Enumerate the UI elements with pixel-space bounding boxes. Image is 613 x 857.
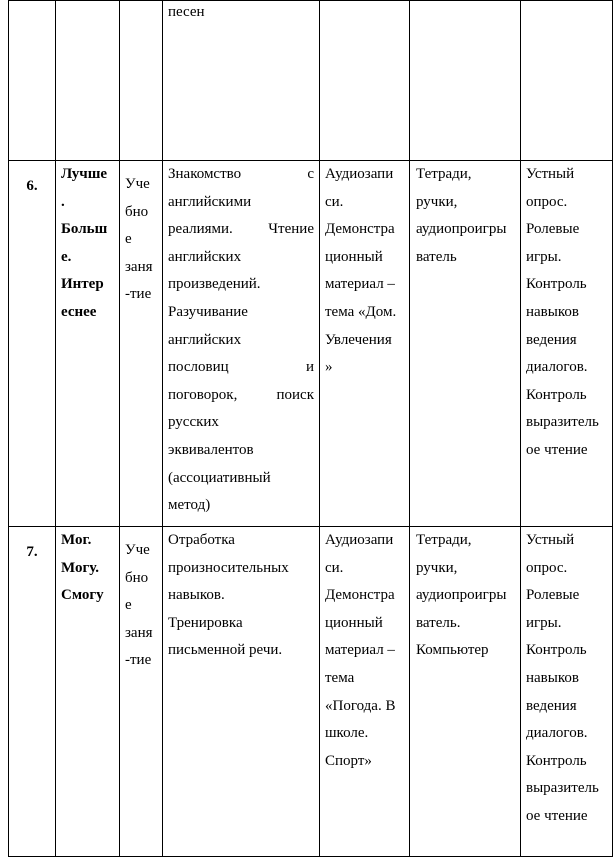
- control-line: Контроль: [526, 386, 587, 403]
- control-line: ое чтение: [526, 441, 588, 458]
- materials-line: аудиопроигры: [416, 587, 507, 604]
- control-cell: [521, 1, 613, 161]
- table-row: [9, 1, 613, 161]
- form-cell: [120, 161, 163, 527]
- materials-cell: [410, 527, 521, 857]
- table-row: [9, 161, 613, 527]
- materials-line: Тетради,: [416, 532, 472, 548]
- resource-line: »: [325, 359, 333, 376]
- number-cell: [9, 1, 56, 161]
- materials-cell: [410, 161, 521, 527]
- content-line: Знакомство с: [168, 166, 314, 182]
- materials-line: ватель: [416, 248, 457, 265]
- topic-line: Больш: [61, 221, 108, 238]
- resource-line: си.: [325, 559, 344, 576]
- resource-cell: [320, 1, 410, 161]
- topic-line: еснее: [61, 303, 97, 320]
- materials-line: аудиопроигры: [416, 221, 507, 238]
- content-line: Отработка: [168, 532, 235, 548]
- content-line: пословиц и: [168, 359, 314, 376]
- topic-cell: [56, 1, 120, 161]
- materials-cell: [410, 1, 521, 161]
- resource-line: ционный: [325, 248, 383, 265]
- content-cell: [163, 1, 320, 161]
- topic-cell: [56, 527, 120, 857]
- resource-line: Аудиозапи: [325, 166, 394, 182]
- resource-cell: [320, 161, 410, 527]
- row-number: 6.: [9, 161, 56, 527]
- content-cell: [163, 161, 320, 527]
- form-line: заня: [125, 258, 153, 275]
- control-line: ое чтение: [526, 807, 588, 824]
- form-line: е: [125, 231, 132, 248]
- form-line: заня: [125, 624, 153, 641]
- topic-line: Могу.: [61, 559, 100, 576]
- control-line: выразитель: [526, 780, 599, 797]
- resource-line: Демонстра: [325, 221, 395, 238]
- form-line: Уче: [125, 542, 150, 558]
- content-line: Разучивание: [168, 303, 248, 320]
- control-line: Ролевые: [526, 587, 580, 604]
- control-line: опрос.: [526, 193, 568, 210]
- control-line: диалогов.: [526, 725, 588, 742]
- materials-line: Тетради,: [416, 166, 472, 182]
- resource-line: Демонстра: [325, 587, 395, 604]
- form-line: -тие: [125, 286, 152, 303]
- content-line: английских: [168, 248, 242, 265]
- control-line: навыков: [526, 669, 579, 686]
- control-cell: [521, 527, 613, 857]
- materials-line: ватель.: [416, 614, 461, 631]
- lesson-plan-table: [8, 0, 613, 857]
- content-line: русских: [168, 414, 219, 431]
- resource-cell: [320, 527, 410, 857]
- control-line: Устный: [526, 166, 575, 182]
- control-line: Устный: [526, 532, 575, 548]
- content-line: песен: [168, 4, 205, 20]
- content-line: метод): [168, 497, 211, 514]
- resource-line: школе.: [325, 725, 369, 742]
- form-line: е: [125, 597, 132, 614]
- form-line: Уче: [125, 176, 150, 192]
- content-line: реалиями. Чтение: [168, 221, 314, 238]
- topic-line: Мог.: [61, 532, 92, 548]
- control-line: игры.: [526, 248, 562, 265]
- resource-line: Увлечения: [325, 331, 392, 348]
- resource-line: си.: [325, 193, 344, 210]
- control-line: Контроль: [526, 642, 587, 659]
- content-line: произносительных: [168, 559, 289, 576]
- content-line: навыков.: [168, 587, 225, 604]
- content-line: английских: [168, 331, 242, 348]
- resource-line: Спорт»: [325, 752, 372, 769]
- control-cell: [521, 161, 613, 527]
- content-line: Тренировка: [168, 614, 243, 631]
- content-line: эквивалентов: [168, 441, 254, 458]
- content-line: английскими: [168, 193, 252, 210]
- control-line: навыков: [526, 303, 579, 320]
- form-line: бно: [125, 203, 149, 220]
- materials-line: ручки,: [416, 559, 458, 576]
- resource-line: материал –: [325, 276, 395, 293]
- form-line: бно: [125, 569, 149, 586]
- topic-line: Интер: [61, 276, 104, 293]
- topic-line: Смогу: [61, 587, 104, 604]
- form-line: -тие: [125, 652, 152, 669]
- control-line: диалогов.: [526, 359, 588, 376]
- control-line: выразитель: [526, 414, 599, 431]
- materials-line: Компьютер: [416, 642, 489, 659]
- topic-cell: [56, 161, 120, 527]
- form-cell: [120, 527, 163, 857]
- topic-line: .: [61, 193, 65, 210]
- control-line: Ролевые: [526, 221, 580, 238]
- control-line: Контроль: [526, 276, 587, 293]
- control-line: игры.: [526, 614, 562, 631]
- resource-line: материал –: [325, 642, 395, 659]
- resource-line: Аудиозапи: [325, 532, 394, 548]
- control-line: ведения: [526, 697, 577, 714]
- content-line: письменной речи.: [168, 642, 283, 659]
- resource-line: «Погода. В: [325, 697, 396, 714]
- content-line: поговорок, поиск: [168, 386, 314, 403]
- content-line: (ассоциативный: [168, 469, 271, 486]
- topic-line: Лучше: [61, 166, 108, 182]
- content-line: произведений.: [168, 276, 261, 293]
- control-line: ведения: [526, 331, 577, 348]
- content-cell: [163, 527, 320, 857]
- row-number: 7.: [9, 527, 56, 857]
- resource-line: тема: [325, 669, 355, 686]
- resource-line: тема «Дом.: [325, 303, 397, 320]
- form-cell: [120, 1, 163, 161]
- control-line: опрос.: [526, 559, 568, 576]
- materials-line: ручки,: [416, 193, 458, 210]
- control-line: Контроль: [526, 752, 587, 769]
- table-row: [9, 527, 613, 857]
- resource-line: ционный: [325, 614, 383, 631]
- topic-line: е.: [61, 248, 72, 265]
